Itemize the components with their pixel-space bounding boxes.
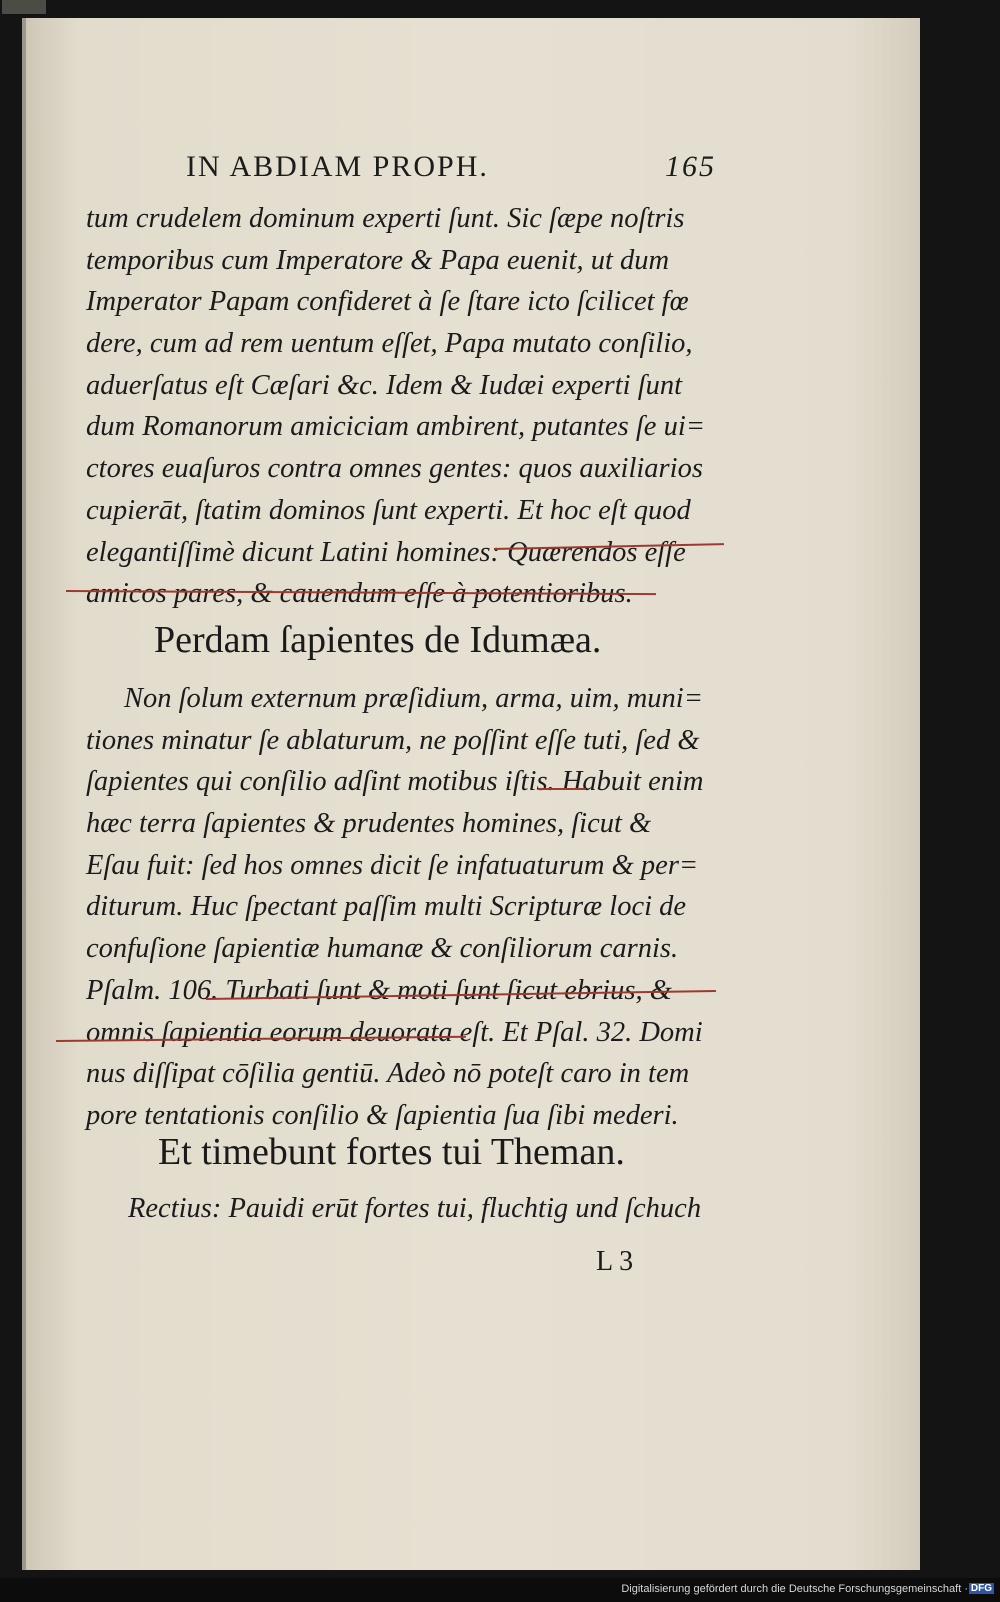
text-line: omnis ſapientia eorum deuorata eſt. Et Pſal. 32. Domi — [86, 1016, 703, 1048]
text-line: diturum. Huc ſpectant paſſim multi Scripturæ loci de — [86, 891, 687, 923]
signature-mark: L 3 — [596, 1246, 634, 1277]
section-heading: Perdam ſapientes de Idumæa. — [154, 619, 602, 661]
dfg-logo: DFG — [970, 1583, 992, 1594]
text-line: temporibus cum Imperatore & Papa euenit, ut dum — [86, 244, 670, 276]
section-heading: Et timebunt fortes tui Theman. — [158, 1131, 625, 1173]
text-line: amicos pares, & cauendum eſſe à potentioribus. — [86, 578, 633, 610]
running-title: IN ABDIAM PROPH. — [186, 150, 489, 183]
text-line: confuſione ſapientiæ humanæ & conſiliorum carnis. — [86, 933, 679, 965]
text-line: aduerſatus eſt Cæſari &c. Idem & Iudæi experti ſunt — [86, 369, 683, 401]
footer-bar — [0, 1578, 1000, 1602]
paragraph-1 — [86, 198, 751, 615]
paragraph-2 — [86, 678, 751, 1137]
scan-edge-marker — [2, 0, 46, 14]
text-line: hæc terra ſapientes & prudentes homines, ſicut & — [86, 808, 652, 840]
text-line: nus diſſipat cōſilia gentiū. Adeò nō poteſt caro in tem — [86, 1058, 690, 1090]
page-number: 165 — [665, 150, 716, 183]
funding-credit: Digitalisierung gefördert durch die Deutsche Forschungsgemeinschaft · — [621, 1583, 968, 1595]
text-line: Non ſolum externum præſidium, arma, uim, muni= — [124, 683, 703, 714]
paragraph-3 — [86, 1188, 751, 1230]
running-header — [186, 150, 716, 190]
book-page — [22, 18, 920, 1570]
text-line: Rectius: Pauidi erūt fortes tui, fluchtig und ſchuch — [128, 1193, 702, 1224]
text-line: ſapientes qui conſilio adſint motibus iſtis. Habuit enim — [86, 766, 704, 798]
text-line: pore tentationis conſilio & ſapientia ſua ſibi mederi. — [86, 1099, 679, 1131]
text-line: Imperator Papam confideret à ſe ſtare icto ſcilicet fœ — [86, 286, 689, 318]
text-line: tiones minatur ſe ablaturum, ne poſſint eſſe tuti, ſed & — [86, 724, 700, 756]
text-line: dum Romanorum amiciciam ambirent, putantes ſe ui= — [86, 411, 705, 443]
text-line: elegantiſſimè dicunt Latini homines: Quærendos eſſe — [86, 536, 686, 568]
text-line: cupierāt, ſtatim dominos ſunt experti. Et hoc eſt quod — [86, 494, 691, 526]
text-line: tum crudelem dominum experti ſunt. Sic ſæpe noſtris — [86, 203, 685, 234]
text-line: dere, cum ad rem uentum eſſet, Papa mutato conſilio, — [86, 328, 693, 360]
ink-underline — [538, 788, 586, 790]
text-line: ctores euaſuros contra omnes gentes: quos auxiliarios — [86, 453, 703, 485]
text-line: Eſau fuit: ſed hos omnes dicit ſe infatuaturum & per= — [86, 849, 699, 881]
text-line: Pſalm. 106. Turbati ſunt & moti ſunt ſicut ebrius, & — [86, 974, 672, 1006]
